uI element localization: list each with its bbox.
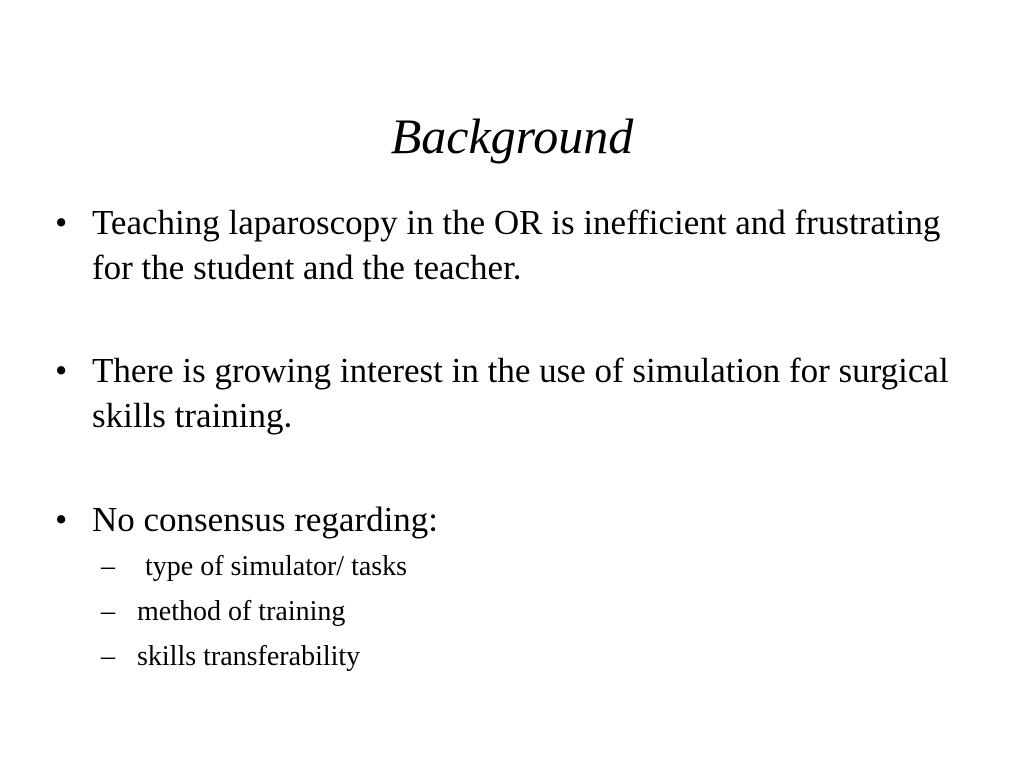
bullet-item — [55, 497, 955, 542]
sub-bullet-text: skills transferability — [137, 641, 361, 672]
bullet-item — [55, 348, 955, 438]
bullet-text: There is growing interest in the use of simulation for surgical skills training. — [92, 351, 949, 435]
bullet-icon: • — [55, 500, 68, 539]
bullet-text: Teaching laparoscopy in the OR is inefficient and frustrating for the student and the teacher. — [92, 203, 941, 287]
bullet-item — [55, 200, 955, 290]
bullet-text: No consensus regarding: — [92, 500, 439, 539]
bullet-icon: • — [55, 203, 68, 242]
bullet-icon: • — [55, 351, 68, 390]
sub-bullet-item — [101, 639, 801, 675]
dash-icon: – — [101, 641, 115, 672]
sub-bullet-text: method of training — [137, 596, 346, 627]
slide-title: Background — [390, 108, 634, 164]
sub-bullet-item — [101, 594, 801, 630]
dash-icon: – — [101, 596, 115, 627]
sub-bullet-item — [101, 549, 801, 585]
sub-bullet-text: type of simulator/ tasks — [145, 551, 408, 582]
dash-icon: – — [101, 551, 115, 582]
